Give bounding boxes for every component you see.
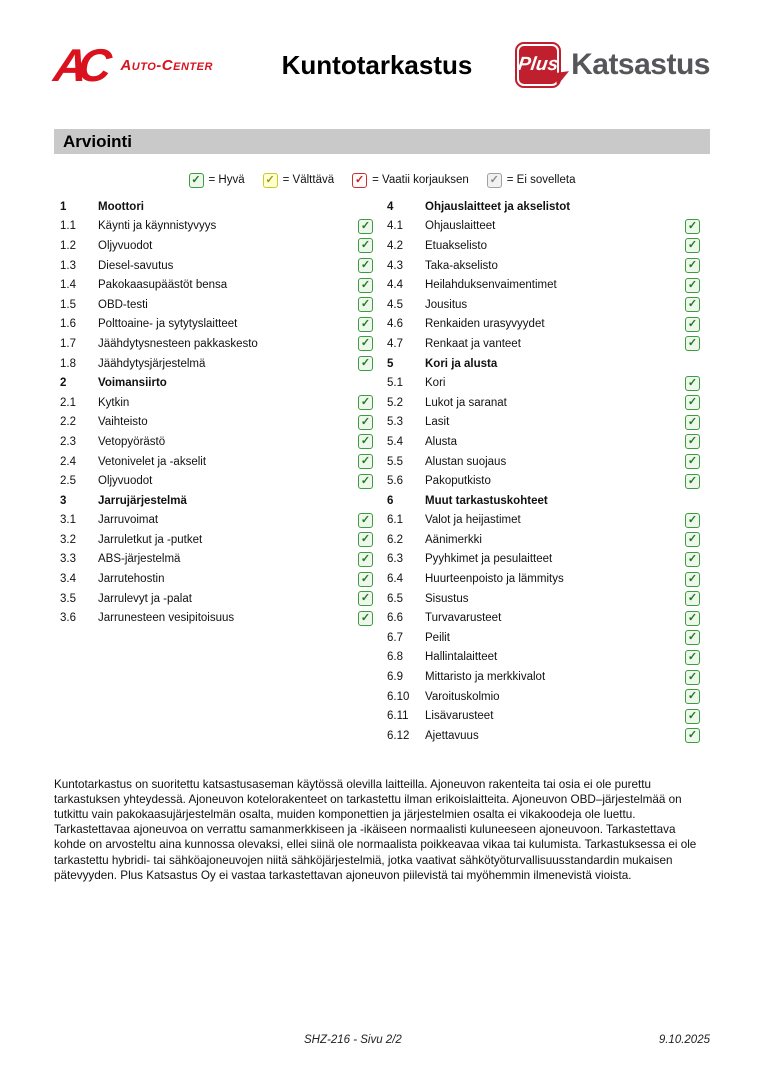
item-number: 5	[387, 357, 394, 370]
checklist-row	[387, 648, 710, 668]
item-label: Kori ja alusta	[425, 357, 498, 370]
item-number: 4.1	[387, 220, 403, 233]
item-label: Jarrunesteen vesipitoisuus	[98, 612, 235, 625]
checklist-column-left	[54, 197, 383, 746]
legend-label: = Välttävä	[282, 174, 335, 186]
checklist-row	[60, 334, 383, 354]
legend-label: = Vaatii korjauksen	[372, 174, 469, 186]
checklist-row	[387, 471, 710, 491]
item-label: Pyyhkimet ja pesulaitteet	[425, 553, 553, 566]
status-checkbox-good[interactable]: ✓	[358, 532, 373, 547]
item-label: Mittaristo ja merkkivalot	[425, 671, 546, 684]
status-checkbox-good[interactable]: ✓	[685, 278, 700, 293]
item-label: OBD-testi	[98, 298, 148, 311]
item-number: 5.3	[387, 416, 403, 429]
status-checkbox-good[interactable]: ✓	[685, 297, 700, 312]
speech-bubble-tail-icon	[555, 71, 571, 86]
status-checkbox-good[interactable]: ✓	[358, 278, 373, 293]
checklist-row	[387, 511, 710, 531]
item-label: Jarruvoimat	[98, 514, 159, 527]
status-checkbox-good[interactable]: ✓	[685, 317, 700, 332]
item-label: Moottori	[98, 200, 144, 213]
checklist-row	[387, 530, 710, 550]
checklist-row	[60, 511, 383, 531]
status-checkbox-good[interactable]: ✓	[685, 591, 700, 606]
item-label: Taka-akselisto	[425, 259, 498, 272]
checklist-row	[60, 589, 383, 609]
item-label: ABS-järjestelmä	[98, 553, 181, 566]
checklist-row	[387, 608, 710, 628]
item-number: 2.4	[60, 455, 76, 468]
item-number: 6.10	[387, 690, 410, 703]
item-label: Lukot ja saranat	[425, 396, 507, 409]
legend-item-fair	[263, 173, 334, 188]
checklist-row	[387, 236, 710, 256]
checklist-row	[387, 217, 710, 237]
checklist-row	[60, 569, 383, 589]
legend-label: = Ei sovelleta	[506, 174, 576, 186]
item-label: Käynti ja käynnistyvyys	[98, 220, 217, 233]
item-label: Vaihteisto	[98, 416, 148, 429]
item-number: 2	[60, 377, 67, 390]
checklist-row	[387, 687, 710, 707]
item-number: 3.3	[60, 553, 76, 566]
legend-item-na	[487, 173, 576, 188]
status-legend	[54, 171, 710, 189]
item-label: Muut tarkastuskohteet	[425, 494, 548, 507]
item-label: Jäähdytysnesteen pakkaskesto	[98, 337, 258, 350]
report-header	[51, 38, 710, 92]
item-number: 2.1	[60, 396, 76, 409]
status-checkbox-good[interactable]: ✓	[685, 415, 700, 430]
item-number: 4.6	[387, 318, 403, 331]
checklist-row	[60, 550, 383, 570]
item-label: Jäähdytysjärjestelmä	[98, 357, 206, 370]
item-number: 4.7	[387, 337, 403, 350]
item-number: 1.3	[60, 259, 76, 272]
checklist-row	[60, 608, 383, 628]
status-checkbox-good[interactable]: ✓	[358, 513, 373, 528]
item-number: 3.4	[60, 573, 76, 586]
checklist-row	[60, 432, 383, 452]
item-number: 5.6	[387, 475, 403, 488]
status-checkbox-good[interactable]: ✓	[685, 474, 700, 489]
checklist-row	[60, 275, 383, 295]
item-number: 4.2	[387, 239, 403, 252]
item-number: 3.5	[60, 592, 76, 605]
item-number: 1.8	[60, 357, 76, 370]
status-checkbox-good[interactable]: ✓	[685, 709, 700, 724]
status-checkbox-good[interactable]: ✓	[358, 356, 373, 371]
status-checkbox-good[interactable]: ✓	[358, 591, 373, 606]
checklist-row	[387, 413, 710, 433]
item-label: Valot ja heijastimet	[425, 514, 521, 527]
status-checkbox-good[interactable]: ✓	[685, 552, 700, 567]
status-checkbox-good[interactable]: ✓	[685, 670, 700, 685]
item-number: 6.3	[387, 553, 403, 566]
status-checkbox-good[interactable]: ✓	[685, 219, 700, 234]
checklist-row	[60, 354, 383, 374]
legend-checkbox-fair-icon: ✓	[263, 173, 278, 188]
item-label: Jarruletkut ja -putket	[98, 533, 203, 546]
item-number: 5.4	[387, 435, 403, 448]
item-number: 5.2	[387, 396, 403, 409]
legend-item-good	[189, 173, 245, 188]
status-checkbox-good[interactable]: ✓	[685, 630, 700, 645]
status-checkbox-good[interactable]: ✓	[685, 513, 700, 528]
checklist-row	[60, 413, 383, 433]
checklist-row	[387, 667, 710, 687]
page-title: Kuntotarkastus	[281, 49, 473, 80]
status-checkbox-good[interactable]: ✓	[358, 434, 373, 449]
item-number: 6.6	[387, 612, 403, 625]
item-number: 6.11	[387, 710, 409, 723]
status-checkbox-good[interactable]: ✓	[358, 454, 373, 469]
checklist-row	[387, 354, 710, 374]
item-label: Voimansiirto	[98, 377, 167, 390]
status-checkbox-good[interactable]: ✓	[358, 395, 373, 410]
status-checkbox-good[interactable]: ✓	[358, 297, 373, 312]
checklist-row	[387, 432, 710, 452]
item-number: 1.2	[60, 239, 76, 252]
checklist-row	[387, 491, 710, 511]
item-number: 6.9	[387, 671, 403, 684]
disclaimer-text: Kuntotarkastus on suoritettu katsastusaseman käytössä olevilla laitteilla. Ajoneuvon rakenteita tai osia ei ole purettu tarkastuksen yhteydessä. Ajoneuvon kotelorakenteet on tarkastettu ilman erikoislaitteita. Ajoneuvon OBD–järjestelmää on tutkittu vain pakokaasujärjestelmän osalta, muiden komponettien ja järjestelmien osalta ei vikakoodeja ole luettu. Tarkastettavaa ajoneuvoa on verrattu samanmerkkiseen ja -ikäiseen normaalisti kuluneeseen ajoneuvoon. Tarkastettava kohde on arvosteltu aina kunnossa olevaksi, ellei siinä ole normaalista poikkeavaa vikaa tai kulumista. Tarkastuksessa ei ole tarkastettu hybridi- tai sähköajoneuvojen niitä sähköjärjestelmiä, jotka vaativat sähkötyöturvallisuusstandardin mukaisen pätevyyden. Plus Katsastus Oy ei vastaa tarkastettavan ajoneuvon piilevistä tai myöhemmin ilmenevistä vioista.	[54, 777, 697, 882]
checklist-row	[60, 217, 383, 237]
item-label: Kori	[425, 377, 446, 390]
item-number: 1	[60, 200, 67, 213]
item-label: Jarrulevyt ja -palat	[98, 592, 192, 605]
checklist-row	[60, 295, 383, 315]
item-number: 6.12	[387, 729, 410, 742]
item-number: 5.5	[387, 455, 403, 468]
plate-and-page-number: SHZ-216 - Sivu 2/2	[304, 1034, 402, 1046]
item-number: 4.5	[387, 298, 403, 311]
item-label: Polttoaine- ja sytytyslaitteet	[98, 318, 238, 331]
status-checkbox-good[interactable]: ✓	[685, 395, 700, 410]
item-label: Turvavarusteet	[425, 612, 502, 625]
status-checkbox-good[interactable]: ✓	[685, 532, 700, 547]
checklist-column-right	[387, 197, 710, 746]
status-checkbox-good[interactable]: ✓	[358, 572, 373, 587]
item-label: Renkaat ja vanteet	[425, 337, 521, 350]
status-checkbox-good[interactable]: ✓	[685, 336, 700, 351]
item-label: Lasit	[425, 416, 450, 429]
item-label: Jousitus	[425, 298, 468, 311]
item-label: Alusta	[425, 435, 457, 448]
checklist-row	[60, 471, 383, 491]
item-number: 6.1	[387, 514, 403, 527]
item-number: 2.3	[60, 435, 76, 448]
item-number: 6.4	[387, 573, 403, 586]
auto-center-monogram-icon: AC	[51, 39, 106, 91]
item-label: Pakoputkisto	[425, 475, 491, 488]
item-label: Diesel-savutus	[98, 259, 174, 272]
inspection-checklist	[54, 197, 710, 746]
checklist-row	[387, 373, 710, 393]
checklist-row	[60, 491, 383, 511]
checklist-row	[60, 236, 383, 256]
status-checkbox-good[interactable]: ✓	[685, 454, 700, 469]
item-number: 1.7	[60, 337, 76, 350]
checklist-row	[60, 256, 383, 276]
legend-item-repair	[352, 173, 469, 188]
item-label: Peilit	[425, 631, 450, 644]
item-number: 1.1	[60, 220, 76, 233]
item-label: Öljyvuodot	[98, 475, 153, 488]
checklist-row	[387, 295, 710, 315]
item-label: Kytkin	[98, 396, 130, 409]
item-label: Jarrutehostin	[98, 573, 165, 586]
item-number: 4.4	[387, 279, 403, 292]
checklist-row	[387, 197, 710, 217]
item-label: Jarrujärjestelmä	[98, 494, 187, 507]
checklist-row	[387, 256, 710, 276]
report-date: 9.10.2025	[658, 1034, 710, 1046]
status-checkbox-good[interactable]: ✓	[358, 552, 373, 567]
section-title-bar: Arviointi	[54, 129, 710, 154]
checklist-row	[60, 530, 383, 550]
checklist-row	[387, 550, 710, 570]
item-number: 3	[60, 494, 67, 507]
item-label: Renkaiden urasyvyydet	[425, 318, 545, 331]
item-label: Heilahduksenvaimentimet	[425, 279, 557, 292]
item-label: Pakokaasupäästöt bensa	[98, 279, 228, 292]
item-label: Huurteenpoisto ja lämmitys	[425, 573, 564, 586]
plus-badge-icon	[515, 42, 561, 88]
katsastus-logo-text: Katsastus	[571, 48, 710, 81]
checklist-row	[387, 589, 710, 609]
checklist-row	[387, 275, 710, 295]
item-label: Vetopyörästö	[98, 435, 166, 448]
status-checkbox-good[interactable]: ✓	[358, 238, 373, 253]
status-checkbox-good[interactable]: ✓	[358, 258, 373, 273]
checklist-row	[387, 393, 710, 413]
page-footer	[54, 1034, 710, 1050]
auto-center-logo-text: Auto-Center	[120, 56, 213, 74]
item-number: 6.7	[387, 631, 403, 644]
item-number: 4.3	[387, 259, 403, 272]
checklist-row	[60, 315, 383, 335]
item-number: 6.5	[387, 592, 403, 605]
item-label: Vetonivelet ja -akselit	[98, 455, 207, 468]
plus-badge-text: Plus	[516, 54, 560, 75]
status-checkbox-good[interactable]: ✓	[685, 728, 700, 743]
checklist-row	[387, 569, 710, 589]
item-label: Ohjauslaitteet ja akselistot	[425, 200, 571, 213]
plus-katsastus-logo	[515, 42, 710, 88]
item-label: Hallintalaitteet	[425, 651, 498, 664]
status-checkbox-good[interactable]: ✓	[685, 376, 700, 391]
legend-checkbox-good-icon: ✓	[189, 173, 204, 188]
item-label: Äänimerkki	[425, 533, 482, 546]
item-number: 2.2	[60, 416, 76, 429]
item-number: 6.2	[387, 533, 403, 546]
checklist-row	[60, 393, 383, 413]
item-number: 1.5	[60, 298, 76, 311]
status-checkbox-good[interactable]: ✓	[358, 336, 373, 351]
item-number: 2.5	[60, 475, 76, 488]
checklist-row	[387, 315, 710, 335]
status-checkbox-good[interactable]: ✓	[358, 611, 373, 626]
item-number: 6.8	[387, 651, 403, 664]
checklist-row	[60, 197, 383, 217]
status-checkbox-good[interactable]: ✓	[358, 474, 373, 489]
status-checkbox-good[interactable]: ✓	[358, 415, 373, 430]
checklist-row	[60, 373, 383, 393]
item-label: Varoituskolmio	[425, 690, 500, 703]
status-checkbox-good[interactable]: ✓	[685, 434, 700, 449]
item-label: Lisävarusteet	[425, 710, 494, 723]
status-checkbox-good[interactable]: ✓	[685, 258, 700, 273]
status-checkbox-good[interactable]: ✓	[685, 238, 700, 253]
item-number: 3.2	[60, 533, 76, 546]
item-number: 4	[387, 200, 394, 213]
status-checkbox-good[interactable]: ✓	[685, 650, 700, 665]
legend-checkbox-na-icon: ✓	[487, 173, 502, 188]
item-label: Sisustus	[425, 592, 469, 605]
status-checkbox-good[interactable]: ✓	[685, 689, 700, 704]
checklist-row	[60, 452, 383, 472]
status-checkbox-good[interactable]: ✓	[685, 611, 700, 626]
status-checkbox-good[interactable]: ✓	[358, 219, 373, 234]
checklist-row	[387, 706, 710, 726]
item-number: 1.4	[60, 279, 76, 292]
item-number: 3.6	[60, 612, 76, 625]
item-label: Alustan suojaus	[425, 455, 507, 468]
item-label: Ajettavuus	[425, 729, 479, 742]
item-number: 6	[387, 494, 394, 507]
checklist-row	[387, 452, 710, 472]
checklist-row	[387, 334, 710, 354]
item-number: 1.6	[60, 318, 76, 331]
item-number: 5.1	[387, 377, 403, 390]
status-checkbox-good[interactable]: ✓	[685, 572, 700, 587]
checklist-row	[387, 726, 710, 746]
auto-center-logo	[51, 39, 239, 91]
checklist-row	[387, 628, 710, 648]
item-label: Öljyvuodot	[98, 239, 153, 252]
legend-label: = Hyvä	[208, 174, 245, 186]
item-number: 3.1	[60, 514, 76, 527]
item-label: Etuakselisto	[425, 239, 488, 252]
status-checkbox-good[interactable]: ✓	[358, 317, 373, 332]
legend-checkbox-repair-icon: ✓	[352, 173, 367, 188]
item-label: Ohjauslaitteet	[425, 220, 496, 233]
